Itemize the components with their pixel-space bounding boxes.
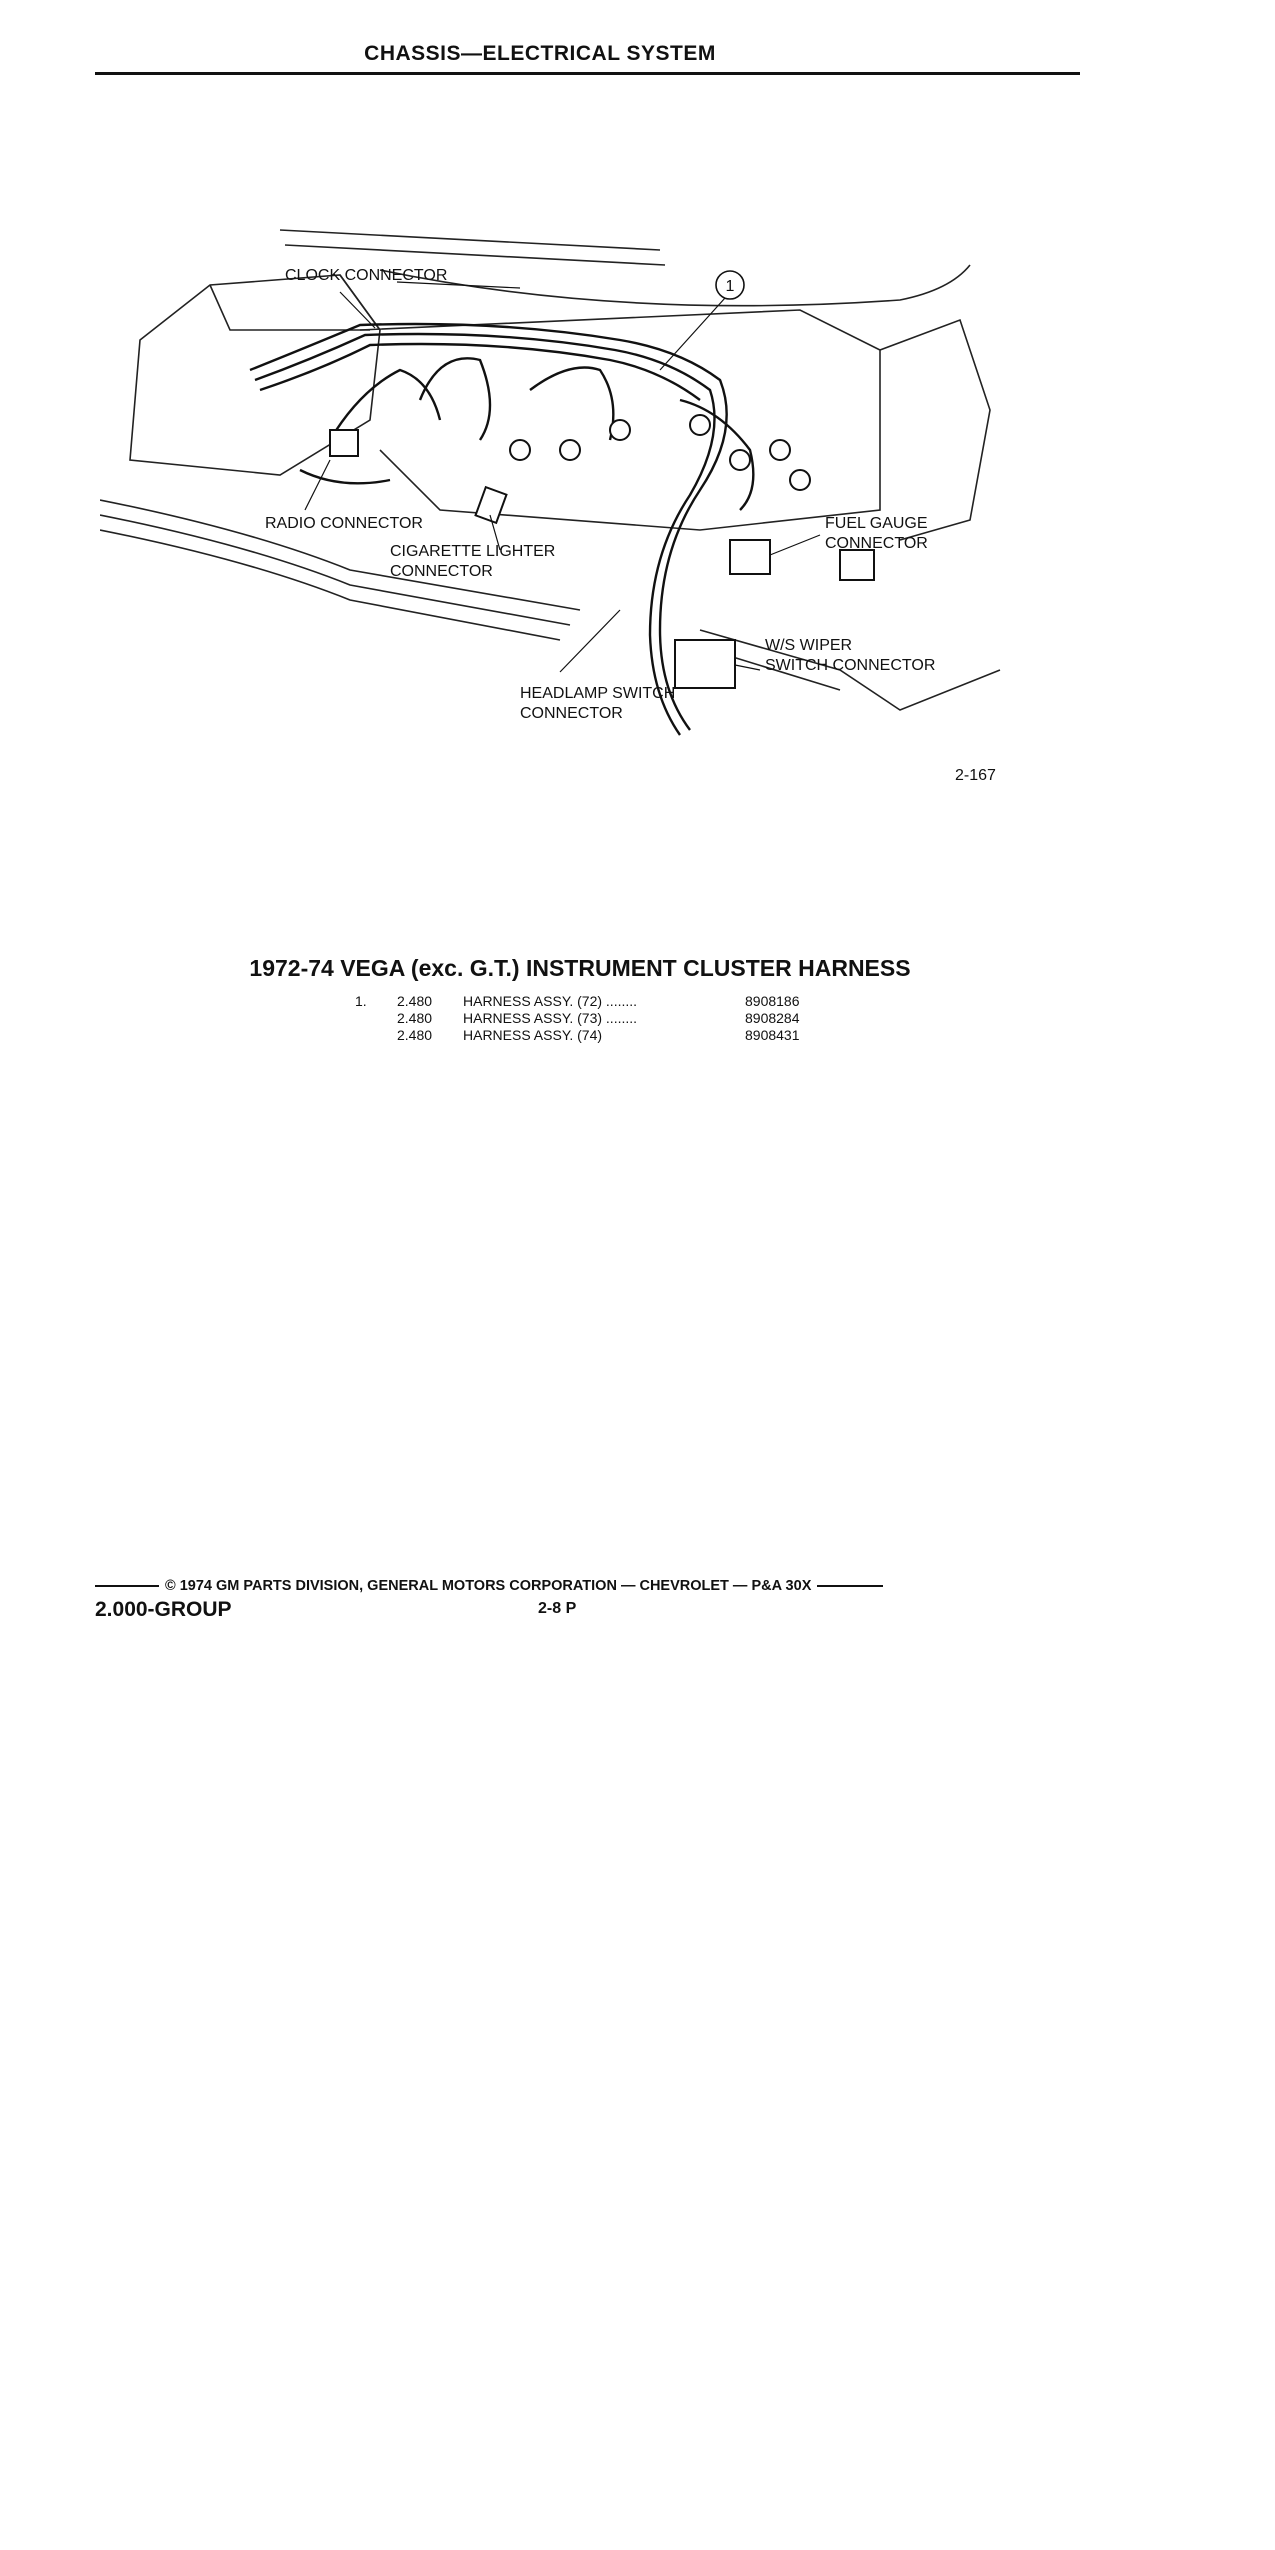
page-footer xyxy=(95,1578,1060,1621)
page-header-title: CHASSIS—ELECTRICAL SYSTEM xyxy=(364,42,716,65)
label-radio-connector: RADIO CONNECTOR xyxy=(265,515,423,532)
label-wiper-switch: W/S WIPER xyxy=(765,637,853,654)
group-code: 2.000-GROUP xyxy=(95,1598,232,1621)
radio-connector-shape xyxy=(330,430,358,456)
label-fuel-gauge: FUEL GAUGE xyxy=(825,515,928,532)
label-headlamp-connector: CONNECTOR xyxy=(520,705,623,722)
label-clock-connector: CLOCK CONNECTOR xyxy=(285,267,448,284)
part-description: HARNESS ASSY. (74) xyxy=(463,1027,603,1043)
footer-rule-left xyxy=(95,1585,159,1587)
harness-diagram xyxy=(100,210,1040,830)
figure-number: 2-167 xyxy=(955,767,996,784)
callout-number: 1 xyxy=(725,278,735,295)
part-number: 8908284 xyxy=(745,1010,800,1026)
part-description: HARNESS ASSY. (73) ........ xyxy=(463,1010,638,1026)
fuel-connector-shape xyxy=(730,540,770,574)
footer-rule-right xyxy=(817,1585,883,1587)
header-rule xyxy=(95,72,1080,75)
harness-illustration xyxy=(100,210,1040,830)
page-number: 2-8 P xyxy=(538,1600,577,1617)
leader-lines xyxy=(305,282,820,672)
part-index: 1. xyxy=(355,993,367,1009)
label-headlamp-switch: HEADLAMP SWITCH xyxy=(520,685,676,702)
label-cigarette-lighter: CIGARETTE LIGHTER xyxy=(390,543,556,560)
part-number: 8908431 xyxy=(745,1027,800,1043)
wiper-connector-shape xyxy=(675,640,735,688)
label-wiper-connector: SWITCH CONNECTOR xyxy=(765,657,936,674)
copyright-text: © 1974 GM PARTS DIVISION, GENERAL MOTORS CORPORATION — CHEVROLET — P&A 30X xyxy=(165,1578,812,1594)
part-number: 8908186 xyxy=(745,993,800,1009)
right-panel xyxy=(880,320,990,540)
section-title: 1972-74 VEGA (exc. G.T.) INSTRUMENT CLUSTER HARNESS xyxy=(249,955,911,981)
part-group: 2.480 xyxy=(397,1027,433,1043)
label-fuel-connector: CONNECTOR xyxy=(825,535,928,552)
part-group: 2.480 xyxy=(397,1010,433,1026)
part-group: 2.480 xyxy=(397,993,433,1009)
part-description: HARNESS ASSY. (72) ........ xyxy=(463,993,638,1009)
copyright-line xyxy=(95,1578,1060,1594)
label-cigarette-connector: CONNECTOR xyxy=(390,563,493,580)
